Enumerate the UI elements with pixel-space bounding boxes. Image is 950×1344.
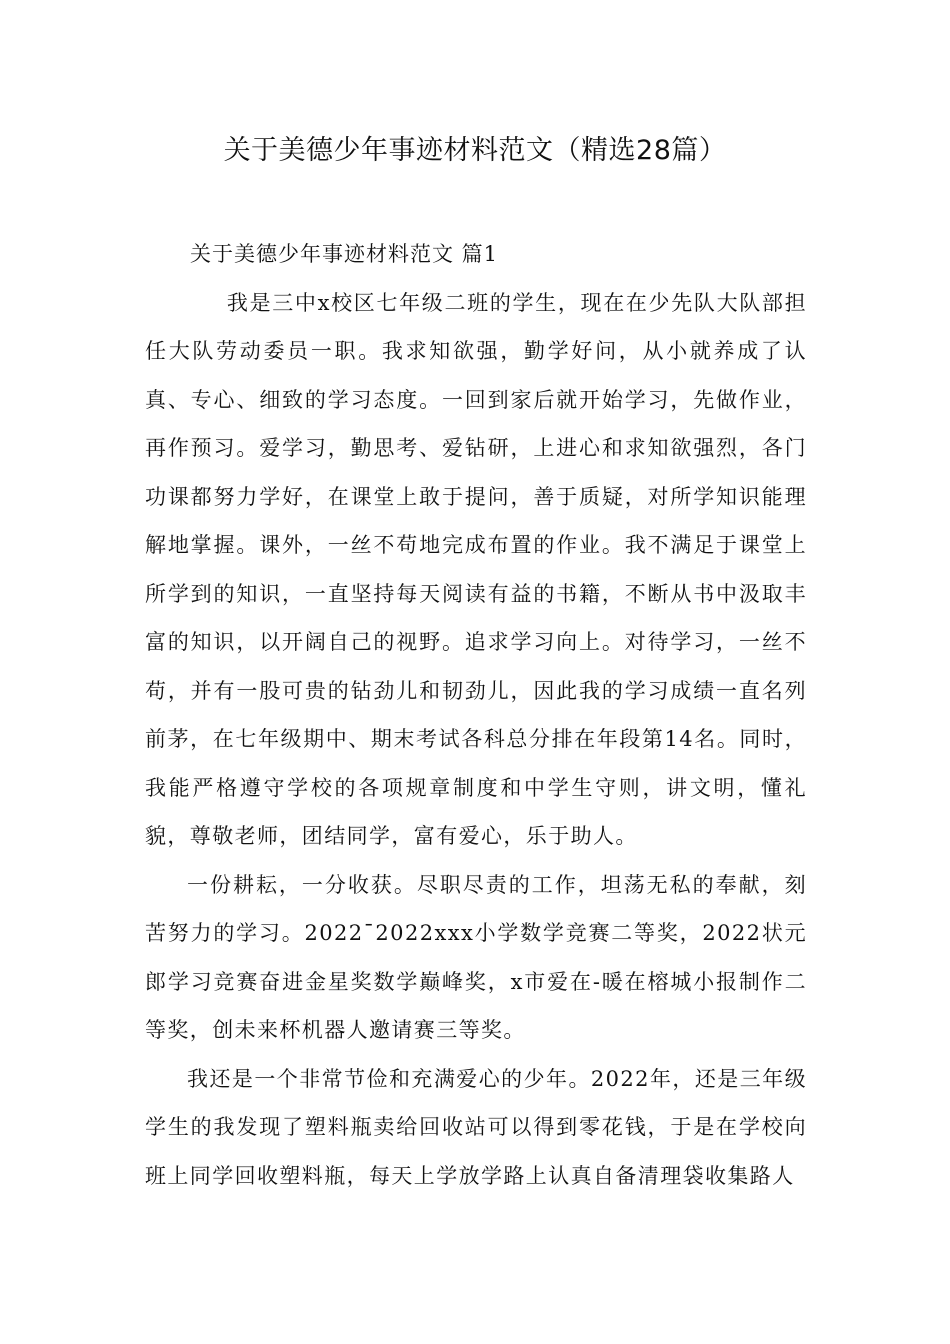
document-title: 关于美德少年事迹材料范文（精选28篇） <box>223 135 727 166</box>
paragraph-2: 一份耕耘，一分收获。尽职尽责的工作，坦荡无私的奉献，刻苦努力的学习。2022¯2022xxx小学数学竞赛二等奖，2022状元郎学习竞赛奋进金星奖数学巅峰奖，x市爱在-暖在榕城小报制作二等奖，创未来杯机器人邀请赛三等奖。 <box>145 872 807 1042</box>
paragraph-1: 我是三中x校区七年级二班的学生，现在在少先队大队部担任大队劳动委员一职。我求知欲强，勤学好问，从小就养成了认真、专心、细致的学习态度。一回到家后就开始学习，先做作业，再作预习。爱学习，勤思考、爱钻研，上进心和求知欲强烈，各门功课都努力学好，在课堂上敢于提问，善于质疑，对所学知识能理解地掌握。课外，一丝不苟地完成布置的作业。我不满足于课堂上所学到的知识，一直坚持每天阅读有益的书籍，不断从书中汲取丰富的知识，以开阔自己的视野。追求学习向上。对待学习，一丝不苟，并有一股可贵的钻劲儿和韧劲儿，因此我的学习成绩一直名列前茅，在七年级期中、期末考试各科总分排在年段第14名。同时，我能严格遵守学校的各项规章制度和中学生守则，讲文明，懂礼貌，尊敬老师，团结同学，富有爱心，乐于助人。 <box>145 290 807 848</box>
paragraph-3: 我还是一个非常节俭和充满爱心的少年。2022年，还是三年级学生的我发现了塑料瓶卖给回收站可以得到零花钱，于是在学校向班上同学回收塑料瓶，每天上学放学路上认真自备清理袋收集路人 <box>145 1066 807 1188</box>
document-body <box>145 230 807 1200</box>
section-heading: 关于美德少年事迹材料范文 篇1 <box>190 242 499 266</box>
